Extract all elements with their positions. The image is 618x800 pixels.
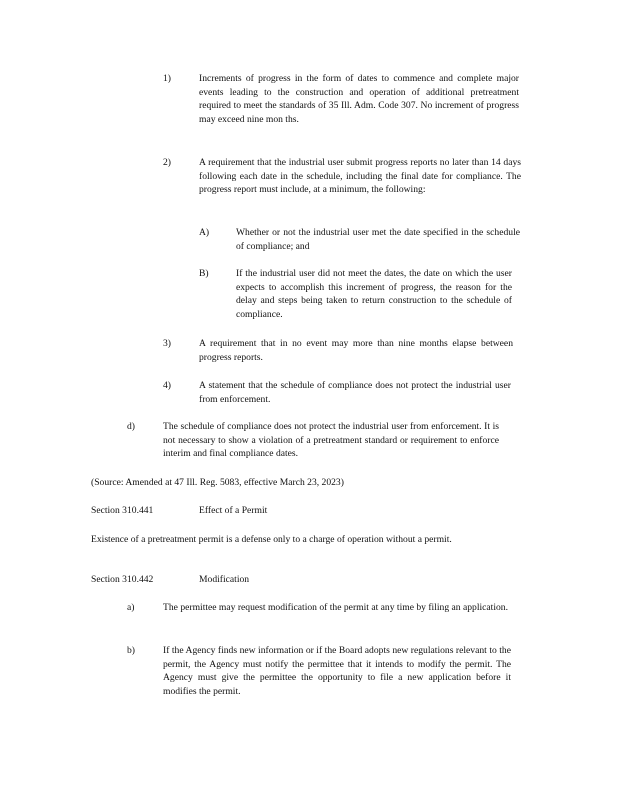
section-number-442: Section 310.442 xyxy=(91,574,154,585)
section-number-441: Section 310.441 xyxy=(91,505,154,516)
section-body-441: Existence of a pretreatment permit is a defense only to a charge of operation without a permit. xyxy=(91,534,452,545)
list-item-4-text: A statement that the schedule of compliance does not protect the industrial user from enforcement. xyxy=(199,380,511,405)
section-title-441: Effect of a Permit xyxy=(199,505,268,516)
source-note: (Source: Amended at 47 Ill. Reg. 5083, effective March 23, 2023) xyxy=(91,477,344,488)
sublist-label-a: A) xyxy=(199,227,210,238)
sublist-label-b: B) xyxy=(199,268,209,279)
list-item-b-text: If the Agency finds new information or if the Board adopts new regulations relevant to the permit, the Agency must notify the permittee that it intends to modify the permit. The Agency must give the permittee the opportunity to file a new application before it modifies the permit. xyxy=(163,645,511,697)
list-label-2: 2) xyxy=(163,157,171,168)
list-item-a-text: The permittee may request modification of the permit at any time by filing an application. xyxy=(163,602,509,613)
list-label-a: a) xyxy=(127,602,135,613)
list-item-1-text: Increments of progress in the form of dates to commence and complete major events leading to the construction and operation of additional pretreatment required to meet the standards of 35 Ill. Adm. Code 307. No increment of progress may exceed nine mon ths. xyxy=(199,73,519,125)
list-item-d-text: The schedule of compliance does not protect the industrial user from enforcement. It is not necessary to show a violation of a pretreatment standard or requirement to enforce interim and final compliance dates. xyxy=(163,421,499,460)
list-label-1: 1) xyxy=(163,73,171,84)
list-item-3-text: A requirement that in no event may more than nine months elapse between progress reports. xyxy=(199,338,513,363)
list-label-d: d) xyxy=(127,421,135,432)
list-item-2-text: A requirement that the industrial user submit progress reports no later than 14 days following each date in the schedule, including the final date for compliance. The progress report must include, at a minimum, the following: xyxy=(199,157,521,196)
list-label-3: 3) xyxy=(163,338,171,349)
sublist-item-b-text: If the industrial user did not meet the dates, the date on which the user expects to accomplish this increment of progress, the reason for the delay and steps being taken to return construction to the schedule of compliance. xyxy=(236,268,512,320)
list-label-b: b) xyxy=(127,645,135,656)
list-label-4: 4) xyxy=(163,380,171,391)
section-title-442: Modification xyxy=(199,574,250,585)
sublist-item-a-text: Whether or not the industrial user met the date specified in the schedule of compliance; and xyxy=(236,227,520,252)
